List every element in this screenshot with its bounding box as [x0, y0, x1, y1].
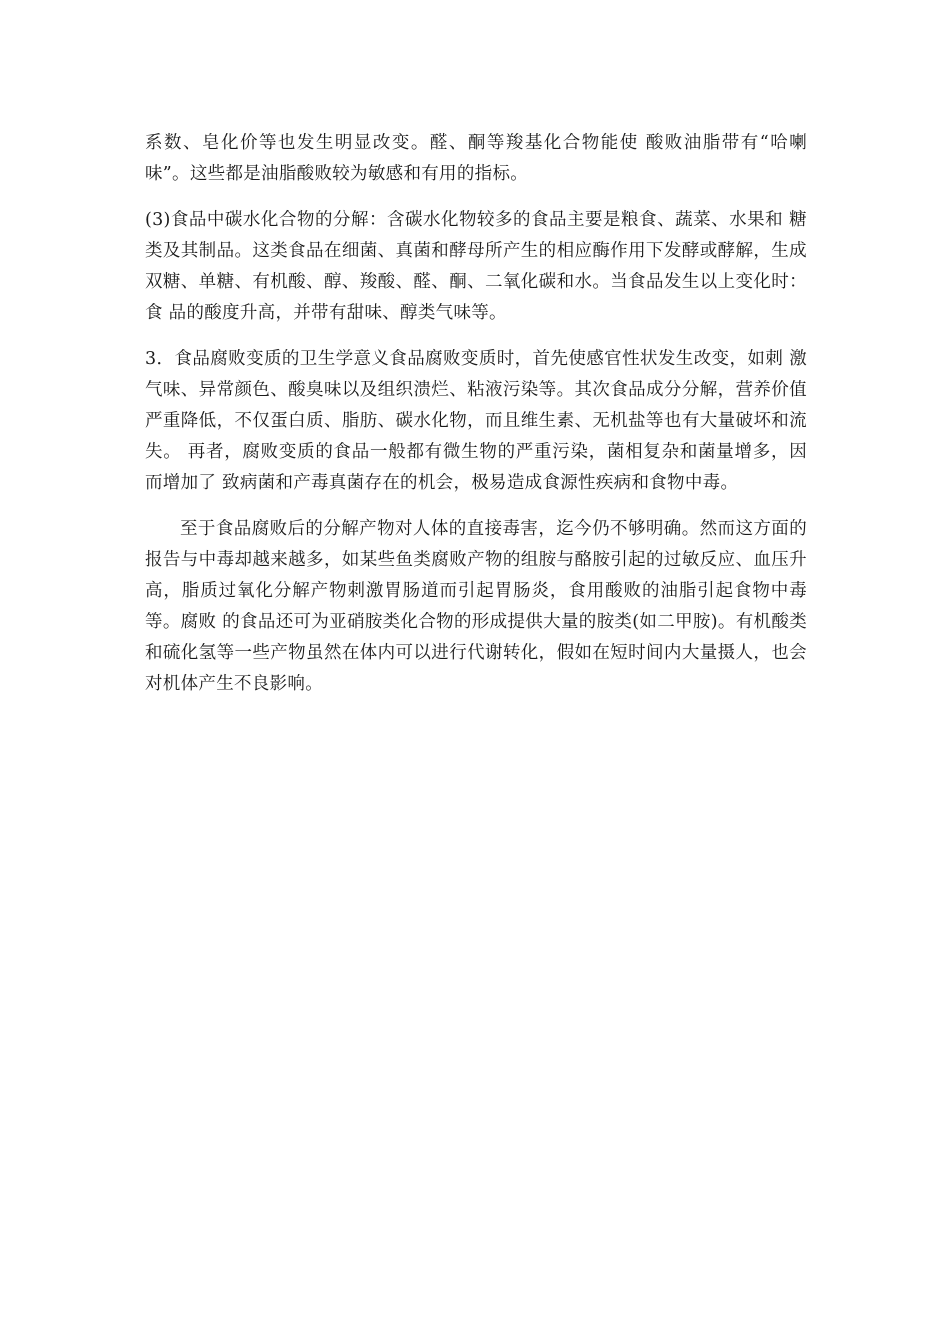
- paragraph-toxic-effects: 至于食品腐败后的分解产物对人体的直接毒害，迄今仍不够明确。然而这方面的报告与中毒却越来越多，如某些鱼类腐败产物的组胺与酪胺引起的过敏反应、血压升高，脂质过氧化分解产物刺激胃肠道而引起胃肠炎，食用酸败的油脂引起食物中毒等。腐败 的食品还可为亚硝胺类化合物的形成提供大量的胺类(如二甲胺)。有机酸类和硫化氢等一些产物虽然在体内可以进行代谢转化，假如在短时间内大量摄人，也会对机体产生不良影响。: [145, 519, 807, 694]
- paragraph-carbohydrate-decomposition: (3)食品中碳水化合物的分解：含碳水化物较多的食品主要是粮食、蔬菜、水果和 糖类及其制品。这类食品在细菌、真菌和酵母所产生的相应酶作用下发酵或酵解，生成 双糖、单糖、有机酸、醇、羧酸、醛、酮、二氧化碳和水。当食品发生以上变化时：食 品的酸度升高，并带有甜味、醇类气味等。: [145, 210, 807, 323]
- document-body: [145, 128, 807, 715]
- paragraph-oil-rancidity: 系数、皂化价等也发生明显改变。醛、酮等羧基化合物能使 酸败油脂带有“哈喇味”。这些都是油脂酸败较为敏感和有用的指标。: [145, 133, 807, 184]
- paragraph-hygienic-significance: 3．食品腐败变质的卫生学意义食品腐败变质时，首先使感官性状发生改变，如刺 激气味、异常颜色、酸臭味以及组织溃烂、粘液污染等。其次食品成分分解，营养价值 严重降低，不仅蛋白质、脂肪、碳水化物，而且维生素、无机盐等也有大量破坏和流失。 再者，腐败变质的食品一般都有微生物的严重污染，菌相复杂和菌量增多，因而增加了 致病菌和产毒真菌存在的机会，极易造成食源性疾病和食物中毒。: [145, 349, 807, 493]
